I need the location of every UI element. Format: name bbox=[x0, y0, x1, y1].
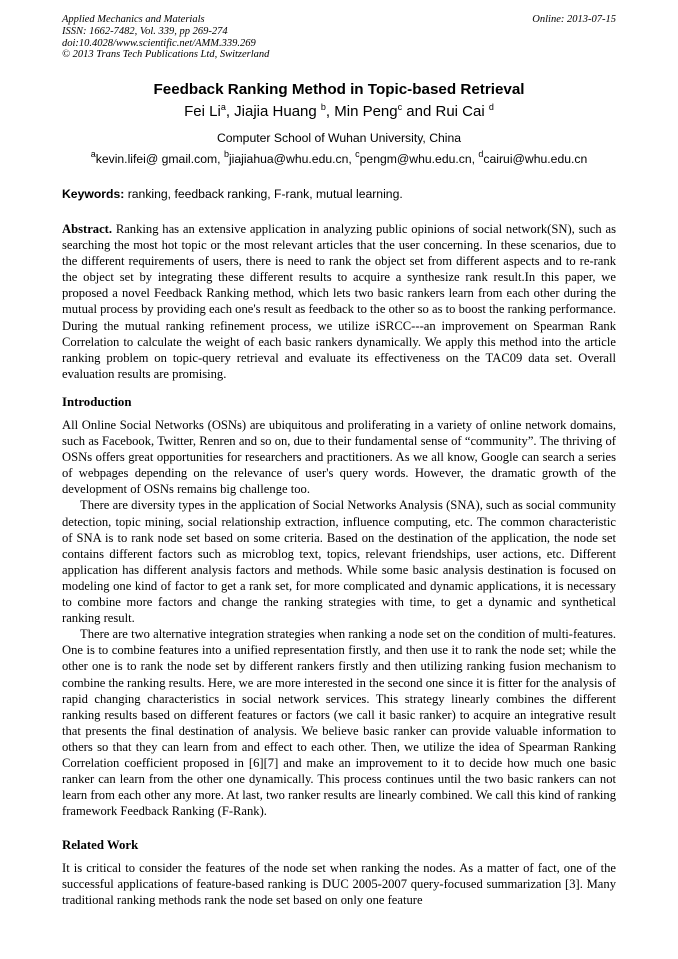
author-name: Fei Li bbox=[184, 103, 221, 120]
author-sup: c bbox=[397, 102, 403, 112]
section-heading-related-work: Related Work bbox=[62, 838, 139, 852]
paper-title: Feedback Ranking Method in Topic-based Retrieval bbox=[153, 81, 525, 98]
author-name: Jiajia Huang bbox=[234, 103, 321, 120]
abstract-text: Ranking has an extensive application in analyzing public opinions of social network(SN), such as searching the most hot topic or the most relevant articles that the user concerning. In these scenarios, due to the different requirements of users, there is need to rank the object set from different aspects and to re-rank the object set by integrating these different results to acquire a synthesize rank result.In this paper, we proposed a novel Feedback Ranking method, which lets two basic rankers learn from each other during the mutual process by providing each one's result as feedback to the other so as to boost the ranking performance. During the mutual ranking refinement process, we utilize iSRCC---an improvement on Spearman Rank Correlation to calculate the weight of each basic rankers dynamically. We apply this method into the article ranking problem on topic-query retrieval and evaluate its effectiveness on the TAC09 data set. Overall evaluation results are promising. bbox=[62, 222, 616, 381]
keywords bbox=[62, 187, 616, 201]
paragraph: All Online Social Networks (OSNs) are ubiquitous and proliferating in a variety of online network domains, such as Facebook, Twitter, Renren and so on, due to their fundamental sense of “community”. The thriving of OSNs offers great opportunities for researchers and practitioners. As we all know, Google can search a series of webpages depending on the relevance of user's query words. However, the dramatic growth of the development of OSNs remains big challenge too. bbox=[62, 418, 616, 497]
introduction-body bbox=[62, 417, 616, 819]
author-separator: , bbox=[325, 103, 335, 120]
author-separator: and bbox=[402, 103, 436, 120]
online-date: Online: 2013-07-15 bbox=[532, 14, 616, 25]
email-sup: c bbox=[355, 149, 360, 159]
email-address: cairui@whu.edu.cn bbox=[483, 152, 588, 166]
keywords-label: Keywords: bbox=[62, 187, 125, 201]
journal-name: Applied Mechanics and Materials bbox=[62, 14, 205, 25]
email-list bbox=[0, 149, 678, 166]
section-heading-introduction: Introduction bbox=[62, 395, 132, 409]
email-address: pengm@whu.edu.cn, bbox=[359, 152, 479, 166]
author-name: Rui Cai bbox=[435, 103, 489, 120]
related-work-body bbox=[62, 860, 616, 908]
issn-line: ISSN: 1662-7482, Vol. 339, pp 269-274 bbox=[62, 25, 228, 37]
email-sup: a bbox=[90, 149, 96, 159]
author-name: Min Peng bbox=[334, 103, 398, 120]
author-separator: , bbox=[225, 103, 235, 120]
abstract-label: Abstract. bbox=[62, 222, 113, 236]
paragraph: There are two alternative integration strategies when ranking a node set on the condition of multi-features. One is to combine features into a unified representation firstly, and then use it to rank the node set; while the other one is to rank the node set by different rankers firstly and then utilizing ranking fusion mechanism to combine the ranking results. Here, we are more interested in the second one since it is fitter for the analysis of rapid changing characteristics in social network services. This strategy linearly combines the different ranking results based on different features or factors (we call it basic ranker) to acquire an integrative result that presents the final destination of analysis. We believe basic ranker can provide valuable information to others so that they can learn from and effect to each other. Then, we utilize the idea of Spearman Ranking Correlation coefficient proposed in [6][7] and make an improvement to it to decide how much one basic ranker can learn from the other one dynamically. This process continues until the two basic rankers can not learn from each other any more. At last, two ranker results are linearly combined. We call this kind of ranking framework Feedback Ranking (F-Rank). bbox=[62, 627, 616, 819]
keywords-text: ranking, feedback ranking, F-rank, mutual learning. bbox=[124, 187, 403, 201]
author-sup: a bbox=[220, 102, 226, 112]
email-sup: b bbox=[223, 149, 229, 159]
abstract bbox=[62, 221, 616, 382]
author-sup: b bbox=[320, 102, 326, 112]
affiliation: Computer School of Wuhan University, China bbox=[216, 131, 462, 145]
author-sup: d bbox=[488, 102, 494, 112]
email-address: kevin.lifei@ gmail.com, bbox=[95, 152, 224, 166]
journal-header bbox=[62, 14, 269, 61]
email-sup: d bbox=[478, 149, 484, 159]
email-address: jiajiahua@whu.edu.cn, bbox=[228, 152, 356, 166]
copyright-line: © 2013 Trans Tech Publications Ltd, Switzerland bbox=[62, 49, 270, 61]
paragraph: There are diversity types in the application of Social Networks Analysis (SNA), such as social community detection, topic mining, social relationship extraction, influence computing, etc. The common characteristic of SNA is to rank node set based on some criteria. Based on the destination of the application, the node set contains different factors such as microblog text, topics, relevant friendships, user actions, etc. Different application has different analysis factors and methods. While some basic analysis destination is focused on modeling one kind of factor to get a rank set, for more complicated and dynamic applications, it is necessary to combine more factors and change the ranking strategies with time, to get a dynamic and synthetical ranking result. bbox=[62, 498, 616, 626]
paragraph: It is critical to consider the features of the node set when ranking the nodes. As a matter of fact, one of the successful applications of feature-based ranking is DUC 2005-2007 query-focused summarization [3]. Many traditional ranking methods rank the node set based on only one feature bbox=[62, 861, 616, 908]
doi-line: doi:10.4028/www.scientific.net/AMM.339.269 bbox=[62, 37, 256, 49]
author-list bbox=[0, 103, 678, 120]
